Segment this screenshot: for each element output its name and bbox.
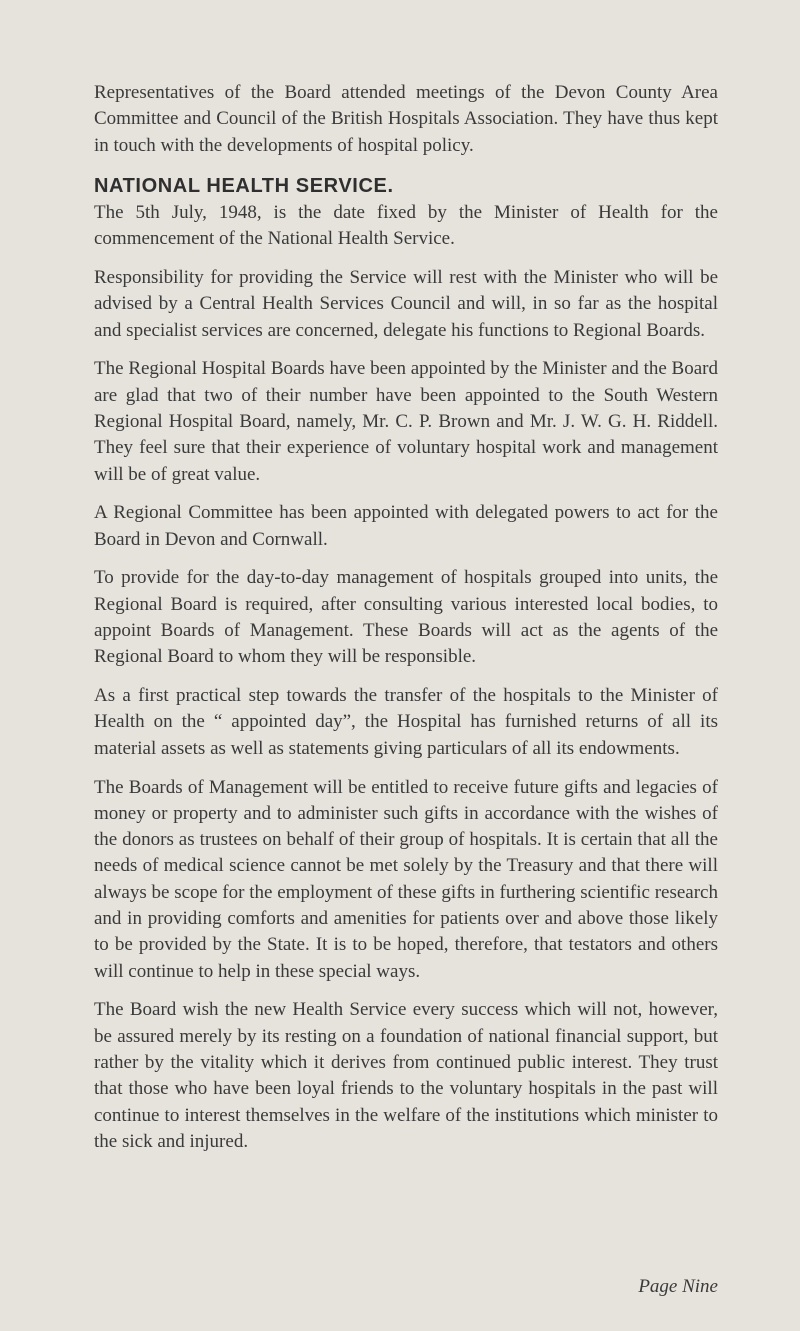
page-number: Page Nine <box>638 1276 718 1297</box>
paragraph-3: The Regional Hospital Boards have been appointed by the Minister and the Board are glad that two of their number have been appointed to the South Western Regional Hospital Board, namely, Mr. C. P. Brown and Mr. J. W. G. H. Riddell. They feel sure that their experience of voluntary hospital work and management will be of great value. <box>94 358 718 485</box>
document-page <box>94 80 718 1297</box>
paragraph-6: As a first practical step towards the transfer of the hospitals to the Minister of Health on the “ appointed day”, the Hospital has furnished returns of all its material assets as well as statements giving particulars of all its endowments. <box>94 685 718 759</box>
paragraph-4: A Regional Committee has been appointed with delegated powers to act for the Board in Devon and Cornwall. <box>94 502 718 550</box>
paragraph-7: The Boards of Management will be entitled to receive future gifts and legacies of money or property and to administer such gifts in accordance with the wishes of the donors as trustees on behalf of their group of hospitals. It is certain that all the needs of medical science cannot be met solely by the Treasury and that there will always be scope for the employment of these gifts in furthering scientific research and in providing comforts and amenities for patients over and above those likely to be provided by the State. It is to be hoped, therefore, that testators and others will continue to help in these special ways. <box>94 776 718 982</box>
paragraph-8: The Board wish the new Health Service every success which will not, however, be assured merely by its resting on a foundation of national financial support, but rather by the vitality which it derives from continued public interest. They trust that those who have been loyal friends to the voluntary hospitals in the past will continue to interest themselves in the welfare of the institutions which minister to the sick and injured. <box>94 999 718 1152</box>
paragraph-1: The 5th July, 1948, is the date fixed by the Minister of Health for the commencement of the National Health Service. <box>94 201 718 250</box>
paragraph-5: To provide for the day-to-day management of hospitals grouped into units, the Regional Board is required, after consulting various interested local bodies, to appoint Boards of Management. These Boards will act as the agents of the Regional Board to whom they will be responsible. <box>94 567 718 668</box>
paragraph-intro: Representatives of the Board attended meetings of the Devon County Area Committee and Council of the British Hospitals Association. They have thus kept in touch with the developments of hospital policy. <box>94 82 718 156</box>
paragraph-2: Responsibility for providing the Service will rest with the Minister who will be advised by a Central Health Services Council and will, in so far as the hospital and specialist services are concerned, delegate his functions to Regional Boards. <box>94 266 718 341</box>
section-heading: NATIONAL HEALTH SERVICE. <box>94 174 394 197</box>
